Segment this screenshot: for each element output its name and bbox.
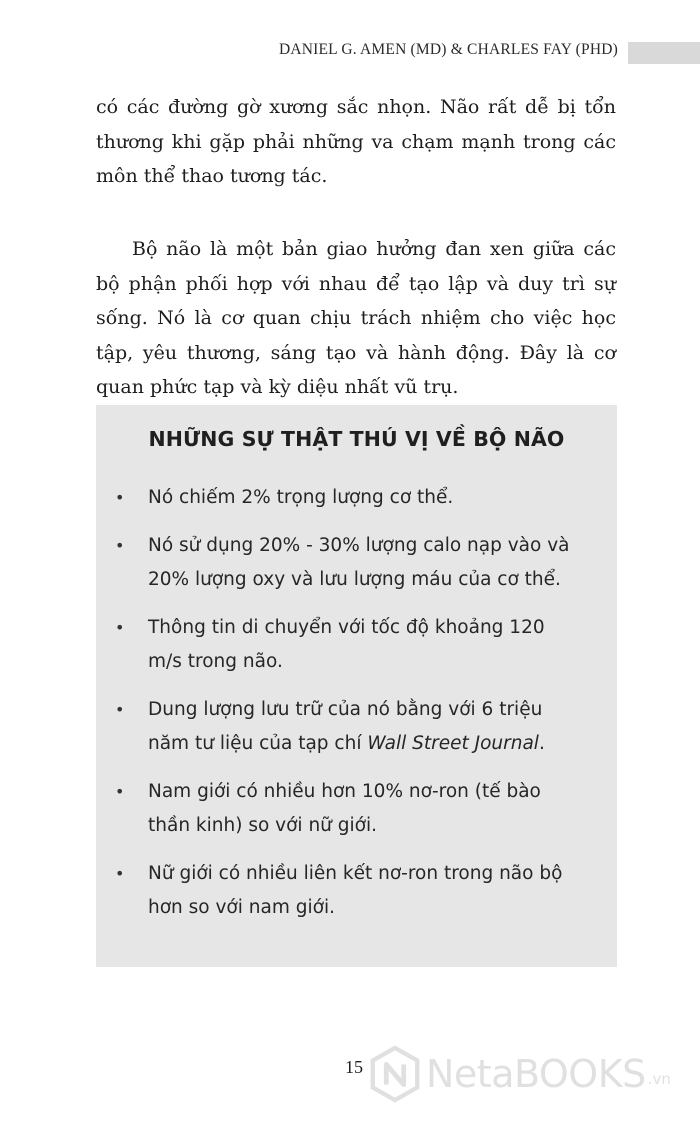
fact-item bbox=[96, 693, 617, 761]
journal-title: Wall Street Journal bbox=[367, 733, 539, 754]
fact-text: Thông tin di chuyển với tốc độ khoảng 120 m/s trong não. bbox=[148, 617, 545, 672]
facts-list bbox=[96, 481, 617, 939]
fact-text: Nó chiếm 2% trọng lượng cơ thể. bbox=[148, 487, 454, 508]
bullet-icon: • bbox=[115, 700, 125, 719]
facts-box-title: NHỮNG SỰ THẬT THÚ VỊ VỀ BỘ NÃO bbox=[148, 427, 565, 451]
running-header: DANIEL G. AMEN (MD) & CHARLES FAY (PHD) bbox=[278, 41, 618, 58]
fact-text: Nó sử dụng 20% - 30% lượng calo nạp vào và 20% lượng oxy và lưu lượng máu của cơ thể. bbox=[148, 535, 570, 590]
header-accent-bar bbox=[628, 42, 700, 64]
neta-logo-icon bbox=[366, 1045, 424, 1103]
fact-text-after: . bbox=[538, 733, 545, 754]
bullet-icon: • bbox=[115, 536, 125, 555]
bullet-icon: • bbox=[115, 864, 125, 883]
bullet-icon: • bbox=[115, 618, 125, 637]
watermark bbox=[366, 1044, 671, 1104]
fact-text bbox=[148, 699, 545, 754]
body-paragraph-2: Bộ não là một bản giao hưởng đan xen giữa các bộ phận phối hợp với nhau để tạo lập và duy trì sự sống. Nó là cơ quan chịu trách nhiệm cho việc học tập, yêu thương, sáng tạo và hành động. Đây là cơ quan phức tạp và kỳ diệu nhất vũ trụ. bbox=[96, 238, 616, 398]
fact-text: Nữ giới có nhiều liên kết nơ-ron trong não bộ hơn so với nam giới. bbox=[148, 863, 563, 918]
fact-item bbox=[96, 775, 617, 843]
facts-box bbox=[96, 405, 617, 967]
body-paragraph-1: có các đường gờ xương sắc nhọn. Não rất dễ bị tổn thương khi gặp phải những va chạm mạnh trong các môn thể thao tương tác. bbox=[96, 96, 616, 187]
bullet-icon: • bbox=[115, 488, 125, 507]
page-number: 15 bbox=[345, 1057, 363, 1077]
fact-item bbox=[96, 481, 617, 515]
fact-item bbox=[96, 857, 617, 925]
fact-text-before: Dung lượng lưu trữ của nó bằng với 6 triệu năm tư liệu của tạp chí bbox=[148, 699, 543, 754]
watermark-brand: NetaBOOKS bbox=[426, 1052, 646, 1096]
bullet-icon: • bbox=[115, 782, 125, 801]
fact-item bbox=[96, 611, 617, 679]
fact-item bbox=[96, 529, 617, 597]
watermark-suffix: .vn bbox=[647, 1070, 671, 1088]
fact-text: Nam giới có nhiều hơn 10% nơ-ron (tế bào thần kinh) so với nữ giới. bbox=[148, 781, 541, 836]
